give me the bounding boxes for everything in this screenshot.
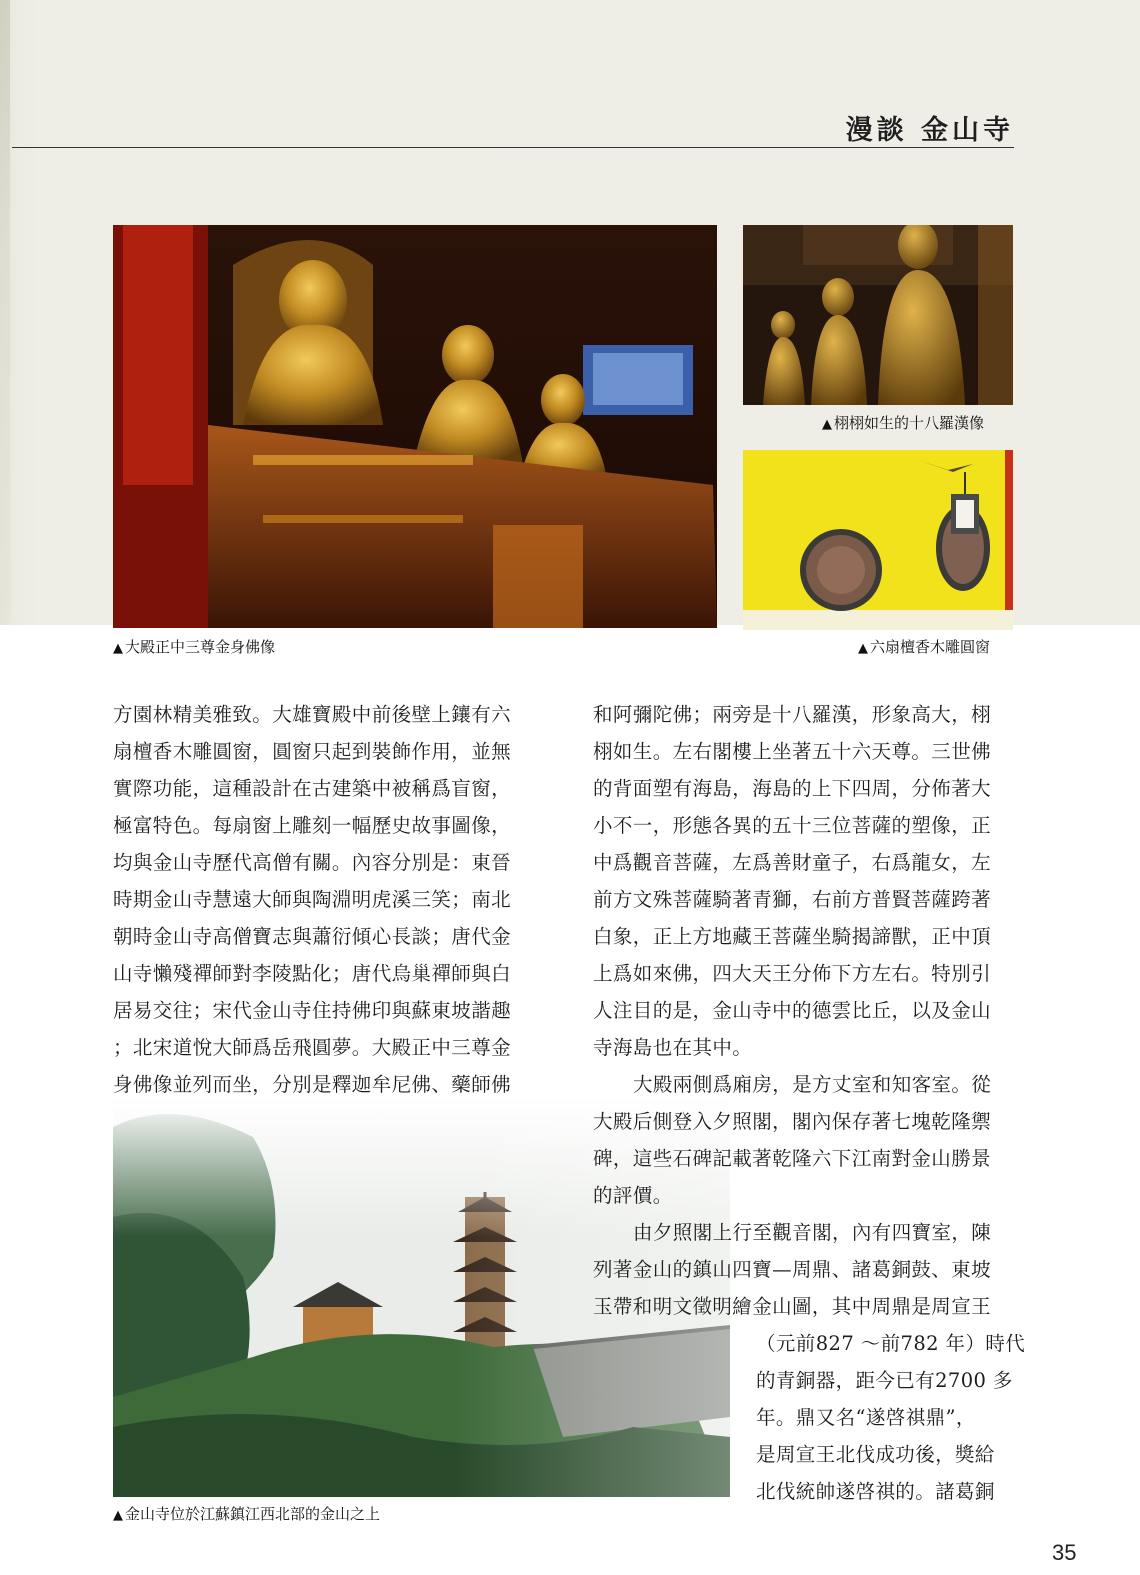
right-text-column [593, 696, 1023, 1325]
text-line: 的青銅器，距今已有2700 多 [756, 1369, 1013, 1392]
caption-golden-buddhas [113, 636, 275, 657]
text-line: 均與金山寺歷代高僧有關。內容分別是：東晉 [113, 851, 512, 874]
text-line: 人注目的是，金山寺中的德雲比丘，以及金山 [593, 999, 992, 1022]
text-line: 碑，這些石碑記載著乾隆六下江南對金山勝景 [593, 1147, 992, 1170]
caption-marker: ▲ [113, 641, 123, 656]
page-number: 35 [1052, 1540, 1077, 1565]
photo-arhats [743, 225, 1013, 405]
header-rule [12, 147, 1014, 148]
text-line: 身佛像並列而坐，分別是釋迦牟尼佛、藥師佛 [113, 1073, 512, 1096]
text-line: 扇檀香木雕圓窗，圓窗只起到裝飾作用，並無 [113, 740, 512, 763]
round-windows-image [743, 450, 1013, 630]
text-line: 中爲觀音菩薩，左爲善財童子，右爲龍女，左 [593, 851, 992, 874]
text-line: 栩如生。左右閣樓上坐著五十六天尊。三世佛 [593, 740, 992, 763]
photo-golden-buddhas [113, 225, 717, 628]
decorative-strip [0, 0, 10, 625]
caption-marker: ▲ [858, 641, 868, 656]
caption-arhats [822, 412, 984, 433]
caption-jinshan-pagoda [113, 1503, 380, 1524]
text-line: 列著金山的鎮山四寶—周鼎、諸葛銅鼓、東坡 [593, 1258, 992, 1281]
text-line: 小不一，形態各異的五十三位菩薩的塑像，正 [593, 814, 992, 837]
text-line: 白象，正上方地藏王菩薩坐騎揭諦獸，正中頂 [593, 925, 992, 948]
caption-marker: ▲ [822, 417, 832, 432]
text-line: 實際功能，這種設計在古建築中被稱爲盲窗， [113, 777, 512, 800]
caption-round-windows [858, 636, 990, 657]
text-line: 朝時金山寺高僧寶志與蕭衍傾心長談；唐代金 [113, 925, 512, 948]
caption-text: 大殿正中三尊金身佛像 [125, 638, 276, 656]
text-line: 前方文殊菩薩騎著青獅，右前方普賢菩薩跨著 [593, 888, 992, 911]
text-line: ；北宋道悅大師爲岳飛圓夢。大殿正中三尊金 [113, 1036, 512, 1059]
text-line: 大殿兩側爲廂房，是方丈室和知客室。從 [633, 1073, 992, 1096]
text-line: 的背面塑有海島，海島的上下四周，分佈著大 [593, 777, 992, 800]
text-line: 玉帶和明文徵明繪金山圖，其中周鼎是周宣王 [593, 1295, 992, 1318]
text-line: 上爲如來佛，四大天王分佈下方左右。特別引 [593, 962, 992, 985]
text-line: 的評價。 [593, 1184, 673, 1207]
text-line: 居易交往；宋代金山寺住持佛印與蘇東坡諧趣 [113, 999, 512, 1022]
text-line: 寺海島也在其中。 [593, 1036, 753, 1059]
section-title: 漫談 金山寺 [845, 115, 1014, 146]
arhats-image [743, 225, 1013, 405]
text-line: （元前827 ～前782 年）時代 [756, 1332, 1026, 1355]
text-line: 北伐統帥遂啓祺的。諸葛銅 [756, 1480, 995, 1503]
caption-text: 金山寺位於江蘇鎮江西北部的金山之上 [125, 1505, 381, 1523]
left-text-column [113, 696, 543, 1103]
text-line: 由夕照閣上行至觀音閣，內有四寶室，陳 [633, 1221, 992, 1244]
text-line: 大殿后側登入夕照閣，閣內保存著七塊乾隆禦 [593, 1110, 992, 1133]
photo-round-windows [743, 450, 1013, 630]
right-text-column-narrow [756, 1325, 1026, 1510]
caption-marker: ▲ [113, 1508, 123, 1523]
text-line: 時期金山寺慧遠大師與陶淵明虎溪三笑；南北 [113, 888, 512, 911]
text-line: 年。鼎又名“遂啓祺鼎”， [756, 1406, 976, 1429]
text-line: 是周宣王北伐成功後，獎給 [756, 1443, 995, 1466]
text-line: 極富特色。每扇窗上雕刻一幅歷史故事圖像， [113, 814, 512, 837]
buddha-hall-image [113, 225, 717, 628]
text-line: 方園林精美雅致。大雄寶殿中前後壁上鑲有六 [113, 703, 512, 726]
text-line: 和阿彌陀佛；兩旁是十八羅漢，形象高大，栩 [593, 703, 992, 726]
caption-text: 六扇檀香木雕圓窗 [870, 638, 991, 656]
text-line: 山寺懶殘禪師對李陵點化；唐代烏巢禪師與白 [113, 962, 512, 985]
caption-text: 栩栩如生的十八羅漢像 [834, 414, 985, 432]
